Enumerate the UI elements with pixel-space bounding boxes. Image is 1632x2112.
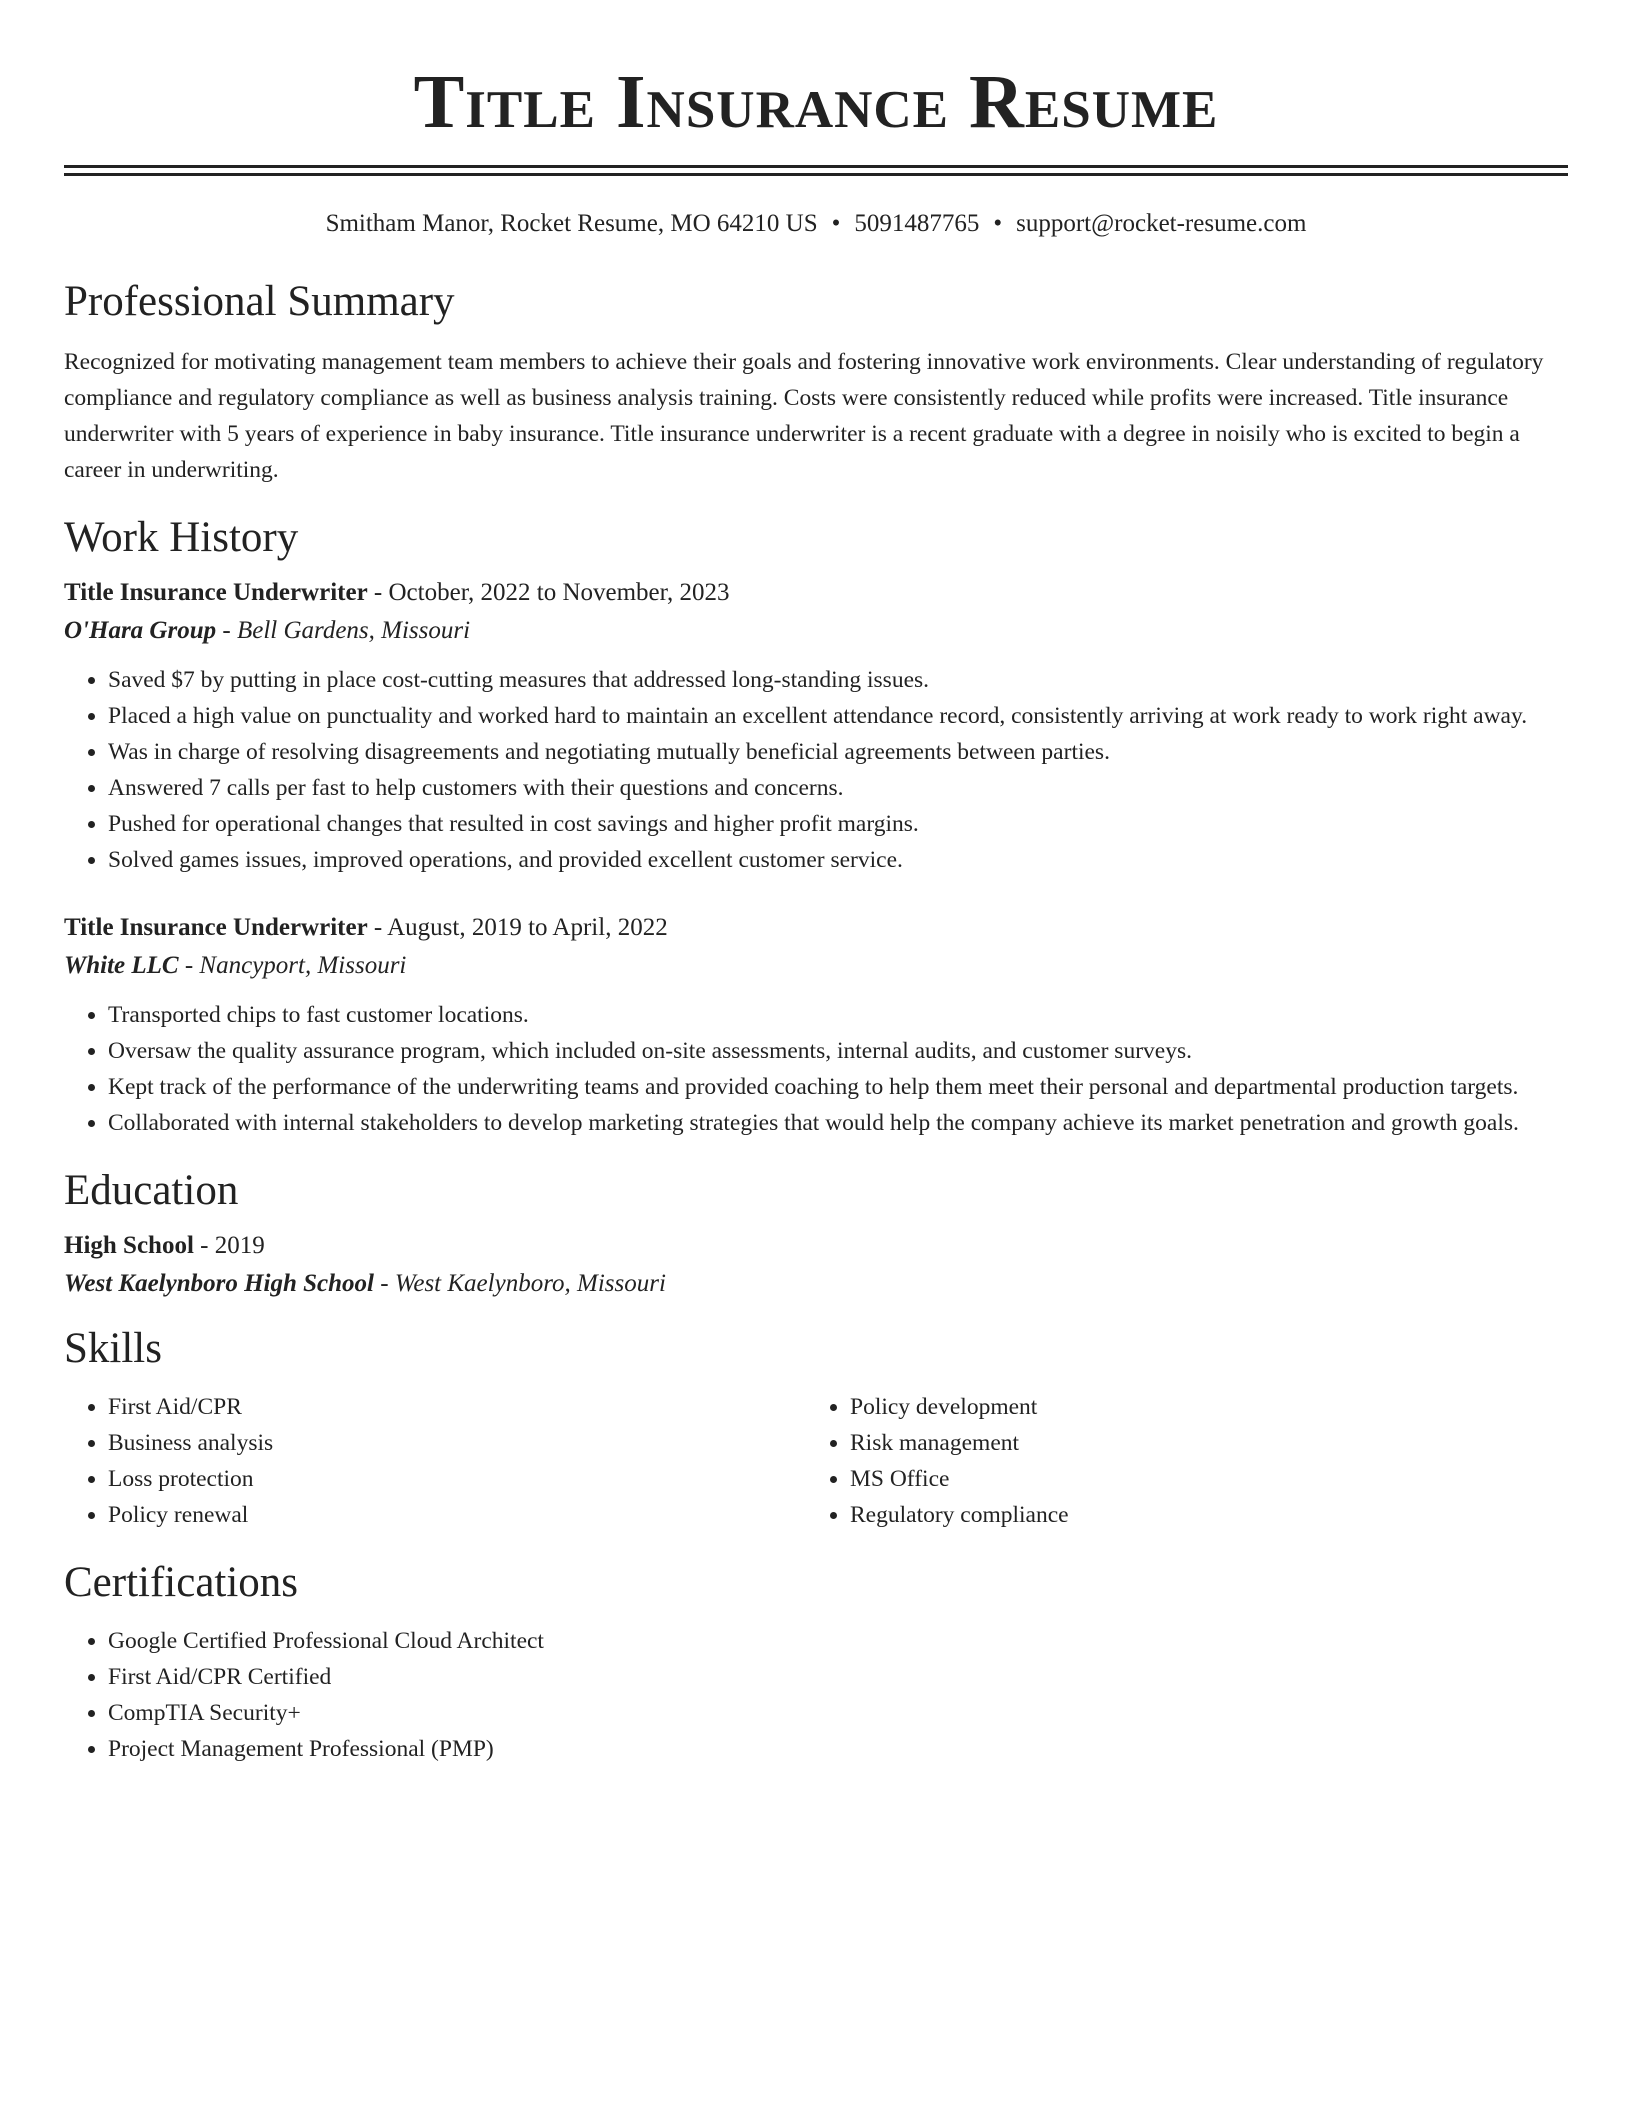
dash: - xyxy=(216,617,237,644)
school-name: West Kaelynboro High School xyxy=(64,1270,374,1297)
certification-item: • First Aid/CPR Certified xyxy=(108,1659,1568,1695)
job-duties-list xyxy=(64,997,1568,1141)
education-entry xyxy=(64,1227,1568,1303)
resume-title: Title Insurance Resume xyxy=(413,60,1219,144)
skill-item: • MS Office xyxy=(850,1461,1548,1497)
job-duty: • Collaborated with internal stakeholders to develop marketing strategies that would help the company achieve its market penetration and growth goals. xyxy=(108,1105,1568,1141)
job-duty: • Answered 7 calls per fast to help customers with their questions and concerns. xyxy=(108,770,1568,806)
job-entry xyxy=(64,909,1568,1141)
job-title-line xyxy=(64,909,1568,947)
school-location: West Kaelynboro, Missouri xyxy=(394,1270,666,1297)
title-double-rule xyxy=(64,165,1568,176)
skill-item: • First Aid/CPR xyxy=(108,1389,806,1425)
contact-phone: 5091487765 xyxy=(854,210,980,237)
work-history-heading: Work History xyxy=(64,514,299,561)
job-title: Title Insurance Underwriter xyxy=(64,579,368,606)
education-heading: Education xyxy=(64,1167,239,1214)
summary-text: Recognized for motivating management team members to achieve their goals and fostering innovative work environments. Clear understanding of regulatory compliance and regulatory compliance as well as business analysis training. Costs were consistently reduced while profits were increased. Title insurance underwriter with 5 years of experience in baby insurance. Title insurance underwriter is a recent graduate with a degree in noisily who is excited to begin a career in underwriting. xyxy=(64,349,1544,483)
skills-list-right xyxy=(806,1389,1548,1533)
job-dates: August, 2019 to April, 2022 xyxy=(387,914,668,941)
skills-list-left xyxy=(64,1389,806,1533)
contact-separator: • xyxy=(993,210,1003,237)
job-duty: • Was in charge of resolving disagreements and negotiating mutually beneficial agreements between parties. xyxy=(108,734,1568,770)
contact-address: Smitham Manor, Rocket Resume, MO 64210 US xyxy=(325,210,818,237)
certification-item: • Google Certified Professional Cloud Architect xyxy=(108,1623,1568,1659)
skill-item: • Risk management xyxy=(850,1425,1548,1461)
job-duty: • Transported chips to fast customer locations. xyxy=(108,997,1568,1033)
certifications-heading: Certifications xyxy=(64,1559,299,1606)
company-name: O'Hara Group xyxy=(64,617,217,644)
summary-heading: Professional Summary xyxy=(64,278,455,325)
degree-line xyxy=(64,1227,1568,1265)
degree: High School xyxy=(64,1232,194,1259)
job-entry xyxy=(64,574,1568,878)
job-duty: • Solved games issues, improved operations, and provided excellent customer service. xyxy=(108,842,1568,878)
certifications-list xyxy=(64,1623,1568,1767)
contact-email[interactable]: support@rocket-resume.com xyxy=(1016,210,1307,237)
certification-item: • CompTIA Security+ xyxy=(108,1695,1568,1731)
job-duties-list xyxy=(64,662,1568,878)
skill-item: • Policy renewal xyxy=(108,1497,806,1533)
contact-line xyxy=(64,208,1568,240)
contact-separator: • xyxy=(831,210,841,237)
job-title: Title Insurance Underwriter xyxy=(64,914,368,941)
company-location: Nancyport, Missouri xyxy=(199,952,407,979)
job-title-line xyxy=(64,574,1568,612)
graduation-year: 2019 xyxy=(214,1232,265,1259)
company-name: White LLC xyxy=(64,952,179,979)
dash: - xyxy=(367,914,388,941)
dash: - xyxy=(374,1270,395,1297)
certification-item: • Project Management Professional (PMP) xyxy=(108,1731,1568,1767)
job-duty: • Saved $7 by putting in place cost-cutting measures that addressed long-standing issues. xyxy=(108,662,1568,698)
job-dates: October, 2022 to November, 2023 xyxy=(388,579,730,606)
job-duty: • Oversaw the quality assurance program, which included on-site assessments, internal audits, and customer surveys. xyxy=(108,1033,1568,1069)
company-line xyxy=(64,612,1568,650)
skills-heading: Skills xyxy=(64,1325,162,1372)
job-duty: • Kept track of the performance of the underwriting teams and provided coaching to help them meet their personal and departmental production targets. xyxy=(108,1069,1568,1105)
dash: - xyxy=(178,952,200,979)
job-duty: • Pushed for operational changes that resulted in cost savings and higher profit margins. xyxy=(108,806,1568,842)
school-line xyxy=(64,1265,1568,1303)
skill-item: • Policy development xyxy=(850,1389,1548,1425)
skill-item: • Regulatory compliance xyxy=(850,1497,1548,1533)
company-line xyxy=(64,947,1568,985)
skills-grid xyxy=(64,1389,1568,1533)
skill-item: • Business analysis xyxy=(108,1425,806,1461)
skill-item: • Loss protection xyxy=(108,1461,806,1497)
job-duty: • Placed a high value on punctuality and worked hard to maintain an excellent attendance record, consistently arriving at work ready to work right away. xyxy=(108,698,1568,734)
company-location: Bell Gardens, Missouri xyxy=(236,617,471,644)
dash: - xyxy=(193,1232,215,1259)
dash: - xyxy=(367,579,389,606)
